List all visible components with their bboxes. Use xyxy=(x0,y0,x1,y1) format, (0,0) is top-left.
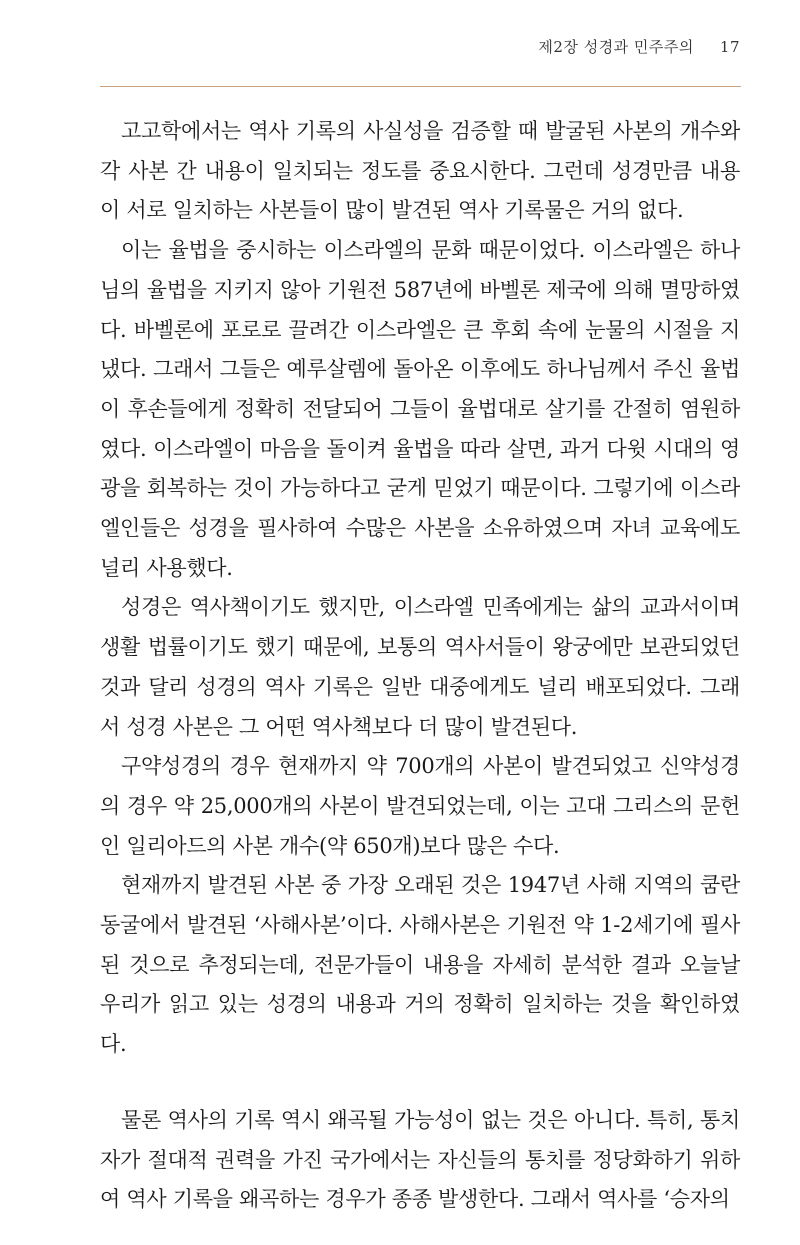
paragraph: 성경은 역사책이기도 했지만, 이스라엘 민족에게는 삶의 교과서이며 생활 법률이기도 했기 때문에, 보통의 역사서들이 왕궁에만 보관되었던 것과 달리 성경의 역사 기록은 일반 대중에게도 널리 배포되었다. 그래서 성경 사본은 그 어떤 역사책보다 더 많이 발견된다. xyxy=(100,595,740,739)
paragraph: 이는 율법을 중시하는 이스라엘의 문화 때문이었다. 이스라엘은 하나님의 율법을 지키지 않아 기원전 587년에 바벨론 제국에 의해 멸망하였다. 바벨론에 포로로 끌려간 이스라엘은 큰 후회 속에 눈물의 시절을 지냈다. 그래서 그들은 예루살렘에 돌아온 이후에도 하나님께서 주신 율법이 후손들에게 정확히 전달되어 그들이 율법대로 살기를 간절히 염원하였다. 이스라엘이 마음을 돌이켜 율법을 따라 살면, 과거 다윗 시대의 영광을 회복하는 것이 가능하다고 굳게 믿었기 때문이다. 그렇기에 이스라엘인들은 성경을 필사하여 수많은 사본을 소유하였으며 자녀 교육에도 널리 사용했다. xyxy=(100,238,741,580)
header-rule xyxy=(100,86,741,87)
chapter-title: 제2장 성경과 민주주의 xyxy=(538,38,694,56)
paragraph: 물론 역사의 기록 역시 왜곡될 가능성이 없는 것은 아니다. 특히, 통치자가 절대적 권력을 가진 국가에서는 자신들의 통치를 정당화하기 위하여 역사 기록을 왜곡하는 경우가 종종 발생한다. 그래서 역사를 ‘승자의 xyxy=(100,1107,740,1212)
body-text xyxy=(100,112,740,1220)
running-head xyxy=(538,36,740,57)
paragraph: 고고학에서는 역사 기록의 사실성을 검증할 때 발굴된 사본의 개수와 각 사본 간 내용이 일치되는 정도를 중요시한다. 그런데 성경만큼 내용이 서로 일치하는 사본들이 많이 발견된 역사 기록물은 거의 없다. xyxy=(100,119,740,223)
page-number: 17 xyxy=(719,38,740,56)
paragraph: 현재까지 발견된 사본 중 가장 오래된 것은 1947년 사해 지역의 쿰란 동굴에서 발견된 ‘사해사본’이다. 사해사본은 기원전 약 1-2세기에 필사된 것으로 추정되는데, 전문가들이 내용을 자세히 분석한 결과 오늘날 우리가 읽고 있는 성경의 내용과 거의 정확히 일치하는 것을 확인하였다. xyxy=(100,873,740,1057)
paragraph: 구약성경의 경우 현재까지 약 700개의 사본이 발견되었고 신약성경의 경우 약 25,000개의 사본이 발견되었는데, 이는 고대 그리스의 문헌인 일리아드의 사본 개수(약 650개)보다 많은 수다. xyxy=(100,754,740,858)
